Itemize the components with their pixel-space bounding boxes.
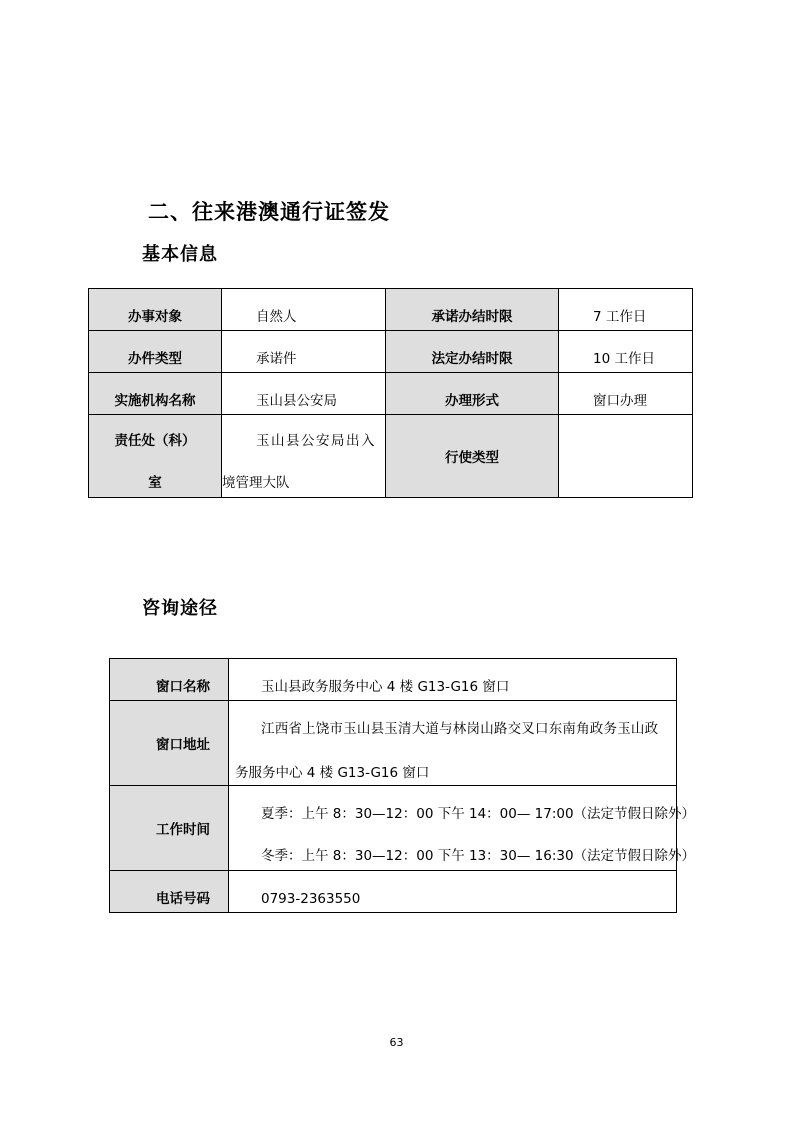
label-phone-number: 电话号码 <box>110 871 229 913</box>
table-row <box>110 701 677 786</box>
label-promised-time-limit: 承诺办结时限 <box>386 289 559 331</box>
value-phone-number: 0793-2363550 <box>229 871 677 913</box>
label-handling-form: 办理形式 <box>386 373 559 415</box>
label-responsible-office <box>89 415 222 498</box>
value-working-hours <box>229 786 696 871</box>
hours-summer: 夏季：上午 8：30—12：00 下午 14：00— 17:00（法定节假日除外） <box>261 806 696 822</box>
value-line-2: 境管理大队 <box>222 475 290 491</box>
table-row <box>89 373 693 415</box>
consult-table <box>109 658 696 913</box>
address-line-1: 江西省上饶市玉山县玉清大道与林岗山路交叉口东南角政务玉山政 <box>261 721 659 737</box>
value-line-1: 玉山县公安局出入 <box>256 433 376 449</box>
label-implementing-agency: 实施机构名称 <box>89 373 222 415</box>
address-line-2: 务服务中心 4 楼 G13-G16 窗口 <box>235 765 430 781</box>
table-row <box>89 331 693 373</box>
basic-info-heading: 基本信息 <box>142 244 218 265</box>
label-window-name: 窗口名称 <box>110 659 229 701</box>
value-window-address <box>229 701 677 786</box>
value-responsible-office <box>222 415 386 498</box>
label-working-hours: 工作时间 <box>110 786 229 871</box>
label-legal-time-limit: 法定办结时限 <box>386 331 559 373</box>
label-window-address: 窗口地址 <box>110 701 229 786</box>
table-row <box>110 659 677 701</box>
value-handling-form: 窗口办理 <box>559 373 693 415</box>
label-service-target: 办事对象 <box>89 289 222 331</box>
label-case-type: 办件类型 <box>89 331 222 373</box>
table-row <box>110 786 677 871</box>
value-service-target: 自然人 <box>222 289 386 331</box>
value-exercise-type <box>559 415 693 498</box>
value-promised-time-limit: 7 工作日 <box>559 289 693 331</box>
table-row <box>110 871 677 913</box>
value-implementing-agency: 玉山县公安局 <box>222 373 386 415</box>
table-row <box>89 415 693 498</box>
label-line-2: 室 <box>148 475 162 491</box>
value-window-name: 玉山县政务服务中心 4 楼 G13-G16 窗口 <box>229 659 677 701</box>
value-case-type: 承诺件 <box>222 331 386 373</box>
label-line-1: 责任处（科） <box>114 433 196 449</box>
basic-info-table <box>88 288 693 498</box>
page-number: 63 <box>389 1036 404 1049</box>
value-legal-time-limit: 10 工作日 <box>559 331 693 373</box>
table-row <box>89 289 693 331</box>
section-title: 二、往来港澳通行证签发 <box>148 200 390 224</box>
consult-heading: 咨询途径 <box>142 598 218 619</box>
hours-winter: 冬季：上午 8：30—12：00 下午 13：30— 16:30（法定节假日除外） <box>261 848 696 864</box>
label-exercise-type: 行使类型 <box>386 415 559 498</box>
